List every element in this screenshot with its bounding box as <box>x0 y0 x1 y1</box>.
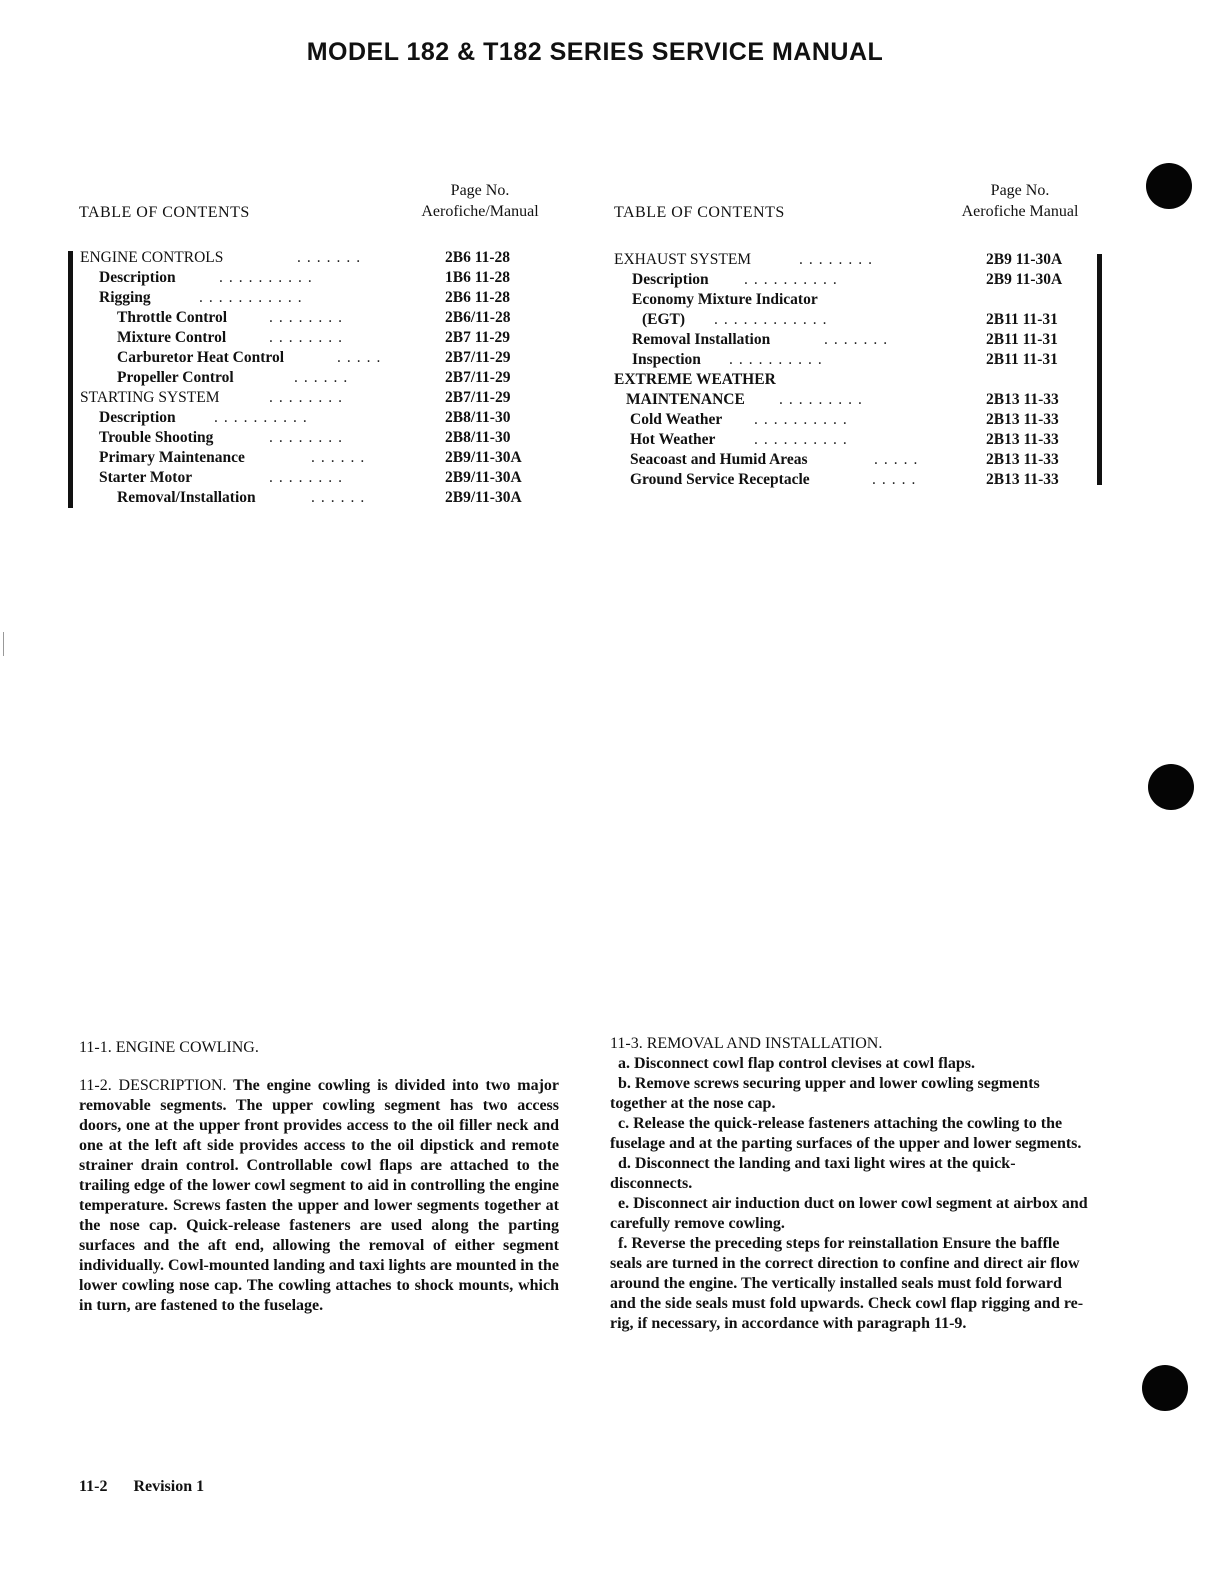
section-heading-removal: 11-3. REMOVAL AND INSTALLATION. <box>610 1035 883 1052</box>
page-footer <box>79 1478 204 1496</box>
footer-revision: Revision 1 <box>133 1478 205 1495</box>
step-c: c. Release the quick-release fasteners attaching the cowling to the fuselage and at the parting surfaces of the upper and lower segments. <box>610 1115 1082 1152</box>
toc-entry[interactable]: ENGINE CONTROLS ....... 2B6 11-28 <box>80 249 511 266</box>
toc-right-title: TABLE OF CONTENTS <box>614 204 785 221</box>
revision-bar-right <box>1097 254 1102 485</box>
description-paragraph <box>79 1076 559 1316</box>
toc-entry[interactable]: EXTREME WEATHER <box>614 371 776 388</box>
description-text: The engine cowling is divided into two major removable segments. The upper cowling segment has two access doors, one at the upper front provides access to the oil filler neck and one at the left aft side provides access to the oil dipstick and remote strainer drain control. Controllable cowl flaps are attached to the trailing edge of the lower cowl segment to aid in controlling the engine temperature. Screws fasten the upper and lower segments together at the nose cap. Quick-release fasteners are used along the parting surfaces and the aft end, allowing the removal of either segment individually. Cowl-mounted landing and taxi lights are mounted in the lower cowling nose cap. The cowling attaches to shock mounts, which in turn, are fastened to the fuselage. <box>79 1077 560 1314</box>
toc-left <box>79 170 557 520</box>
toc-entry[interactable]: Description .......... 2B8/11-30 <box>99 409 511 426</box>
toc-entry[interactable]: Carburetor Heat Control ..... 2B7/11-29 <box>117 349 511 366</box>
step-d: d. Disconnect the landing and taxi light wires at the quick-disconnects. <box>610 1155 1016 1192</box>
binder-hole-bottom <box>1142 1365 1188 1411</box>
toc-entry[interactable]: Throttle Control ........ 2B6/11-28 <box>117 309 511 326</box>
toc-entry[interactable]: Rigging ........... 2B6 11-28 <box>99 289 511 306</box>
toc-right-page-label: Page No. <box>990 182 1050 199</box>
toc-left-title: TABLE OF CONTENTS <box>79 204 250 221</box>
toc-entry[interactable]: Ground Service Receptacle ..... 2B13 11-33 <box>630 471 1059 488</box>
toc-entry[interactable]: Removal Installation ....... 2B11 11-31 <box>632 331 1058 348</box>
right-column <box>610 1034 1090 1334</box>
toc-right <box>614 170 1088 500</box>
toc-left-page-header <box>395 180 565 222</box>
binder-hole-top <box>1146 163 1192 209</box>
toc-entry[interactable]: Hot Weather .......... 2B13 11-33 <box>630 431 1059 448</box>
toc-entry[interactable]: Description .......... 1B6 11-28 <box>99 269 511 286</box>
toc-entry[interactable]: Economy Mixture Indicator <box>632 291 818 308</box>
toc-entry[interactable]: EXHAUST SYSTEM ........ 2B9 11-30A <box>614 251 1063 268</box>
toc-entry[interactable]: Propeller Control ...... 2B7/11-29 <box>117 369 511 386</box>
scan-speck <box>3 632 4 656</box>
toc-entry[interactable]: STARTING SYSTEM ........ 2B7/11-29 <box>80 389 511 406</box>
toc-entry[interactable]: Seacoast and Humid Areas ..... 2B13 11-33 <box>630 451 1059 468</box>
toc-entry[interactable]: MAINTENANCE ......... 2B13 11-33 <box>626 391 1059 408</box>
footer-page-number: 11-2 <box>79 1478 108 1495</box>
step-f: f. Reverse the preceding steps for reinstallation Ensure the baffle seals are turned in the correct direction to confine and direct air flow around the engine. The vertically installed seals must fold forward and the side seals must fold upwards. Check cowl flap rigging and re-rig, if necessary, in accordance with paragraph 11-9. <box>610 1235 1084 1332</box>
toc-entry[interactable]: Starter Motor ........ 2B9/11-30A <box>99 469 522 486</box>
toc-right-page-sub: Aerofiche Manual <box>961 203 1079 220</box>
revision-bar-left <box>68 251 73 508</box>
page-header-title: MODEL 182 & T182 SERIES SERVICE MANUAL <box>306 38 884 66</box>
toc-entry[interactable]: Trouble Shooting ........ 2B8/11-30 <box>99 429 511 446</box>
step-b: b. Remove screws securing upper and lower cowling segments together at the nose cap. <box>610 1075 1040 1112</box>
step-e: e. Disconnect air induction duct on lower cowl segment at airbox and carefully remove cowling. <box>610 1195 1088 1232</box>
binder-hole-middle <box>1148 764 1194 810</box>
toc-entry[interactable]: (EGT) ............ 2B11 11-31 <box>642 311 1058 328</box>
toc-left-page-sub: Aerofiche/Manual <box>421 203 539 220</box>
toc-entry[interactable]: Description .......... 2B9 11-30A <box>632 271 1063 288</box>
toc-entry[interactable]: Mixture Control ........ 2B7 11-29 <box>117 329 511 346</box>
step-a: a. Disconnect cowl flap control clevises at cowl flaps. <box>618 1055 975 1072</box>
left-column <box>79 1038 559 1316</box>
toc-entry[interactable]: Removal/Installation ...... 2B9/11-30A <box>117 489 522 506</box>
section-heading-engine-cowling: 11-1. ENGINE COWLING. <box>79 1039 259 1056</box>
toc-entry[interactable]: Cold Weather .......... 2B13 11-33 <box>630 411 1059 428</box>
toc-entry[interactable]: Primary Maintenance ...... 2B9/11-30A <box>99 449 522 466</box>
toc-right-page-header <box>940 180 1100 222</box>
toc-left-page-label: Page No. <box>450 182 510 199</box>
toc-entry[interactable]: Inspection .......... 2B11 11-31 <box>632 351 1058 368</box>
description-heading: 11-2. DESCRIPTION. <box>79 1077 227 1094</box>
